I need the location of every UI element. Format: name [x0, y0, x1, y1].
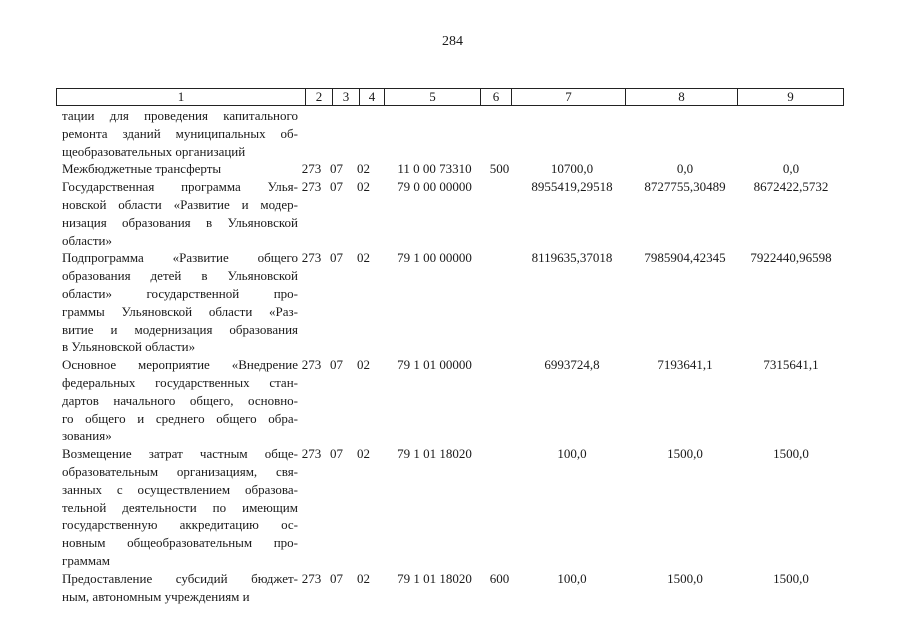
col-amount-3: 1500,0 [773, 446, 809, 462]
row-name-line: Предоставление субсидий бюджет- [62, 570, 298, 586]
row-name-line: Основное мероприятие «Внедрение [62, 357, 298, 373]
col-amount-1: 8955419,29518 [531, 179, 613, 195]
col-amount-3: 1500,0 [773, 570, 809, 586]
col-admin-code [298, 107, 325, 160]
table-row [62, 160, 852, 178]
col-amount-1: 6993724,8 [544, 357, 600, 373]
col-expense-type [484, 249, 515, 356]
header-col-4: 4 [359, 89, 384, 105]
row-name-line: Государственная программа Улья- [62, 179, 298, 195]
col-target-article: 79 1 01 18020 [397, 446, 472, 462]
col-expense-type [484, 356, 515, 445]
col-amount-3: 7922440,96598 [750, 250, 832, 266]
col-subsection: 02 [357, 570, 370, 586]
col-subsection: 02 [357, 161, 370, 177]
col-section: 07 [330, 179, 343, 195]
col-section: 07 [330, 570, 343, 586]
col-section: 07 [330, 250, 343, 266]
col-expense-type: 600 [489, 570, 510, 586]
table-row [62, 249, 852, 356]
col-amount-2: 0,0 [676, 161, 694, 177]
row-name-line: образовательным организациям, свя- [62, 463, 298, 479]
row-name-line: Подпрограмма «Развитие общего [62, 250, 298, 266]
header-col-8: 8 [625, 89, 737, 105]
col-expense-type [484, 445, 515, 570]
col-amount-2: 1500,0 [667, 570, 703, 586]
table-row [62, 356, 852, 445]
row-name-line: федеральных государственных стан- [62, 374, 298, 390]
row-name-line: государственную аккредитацию ос- [62, 517, 298, 533]
col-amount-3: 7315641,1 [763, 357, 819, 373]
col-target-article: 11 0 00 73310 [397, 161, 472, 177]
row-name [62, 356, 298, 445]
col-subsection: 02 [357, 446, 370, 462]
header-col-1: 1 [177, 89, 185, 104]
row-name-line: витие и модернизация образования [62, 321, 298, 337]
row-name-line: новным общеобразовательным про- [62, 535, 298, 551]
header-col-9: 9 [737, 89, 843, 105]
row-name-line: дартов начального общего, основно- [62, 392, 298, 408]
table-row [62, 570, 852, 606]
col-amount-3: 0,0 [782, 161, 800, 177]
col-target-article: 79 1 01 00000 [397, 357, 472, 373]
row-name-line: граммы Ульяновской области «Раз- [62, 303, 298, 319]
col-expense-type: 500 [489, 161, 510, 177]
col-amount-1: 100,0 [557, 446, 587, 462]
row-name-line: новской области «Развитие и модер- [62, 196, 298, 212]
row-name [62, 570, 298, 606]
row-name-line: зования» [62, 428, 112, 444]
col-subsection: 02 [357, 357, 370, 373]
header-col-2: 2 [305, 89, 332, 105]
col-target-article [385, 107, 484, 160]
col-amount-2 [629, 107, 741, 160]
row-name-line: Возмещение затрат частным обще- [62, 446, 298, 462]
col-section [330, 107, 357, 160]
row-name-line: ным, автономным учреждениям и [62, 588, 250, 604]
row-name-line: занных с осуществлением образова- [62, 481, 298, 497]
row-name-line: образования детей в Ульяновской [62, 268, 298, 284]
col-target-article: 79 0 00 00000 [397, 179, 472, 195]
col-section: 07 [330, 161, 343, 177]
row-name [62, 107, 298, 160]
col-admin-code: 273 [301, 446, 322, 462]
col-expense-type [484, 178, 515, 249]
row-name [62, 249, 298, 356]
header-col-5: 5 [384, 89, 480, 105]
row-name-line: го общего и среднего общего обра- [62, 410, 298, 426]
col-amount-2: 7985904,42345 [644, 250, 726, 266]
col-amount-2: 7193641,1 [657, 357, 713, 373]
col-amount-2: 8727755,30489 [644, 179, 726, 195]
col-target-article: 79 1 01 18020 [397, 570, 472, 586]
table-row [62, 445, 852, 570]
row-name-line: тельной деятельности по имеющим [62, 499, 298, 515]
row-name-line: в Ульяновской области» [62, 339, 196, 355]
col-admin-code: 273 [301, 161, 322, 177]
table-row [62, 107, 852, 160]
row-name-line: низация образования в Ульяновской [62, 214, 298, 230]
table-header-row [56, 88, 844, 106]
header-col-6: 6 [480, 89, 511, 105]
col-amount-1: 8119635,37018 [531, 250, 613, 266]
row-name-line: граммам [62, 552, 110, 568]
row-name [62, 160, 298, 178]
row-name-line: ремонта зданий муниципальных об- [62, 125, 298, 141]
col-admin-code: 273 [301, 250, 322, 266]
col-subsection [357, 107, 385, 160]
table-body [62, 107, 852, 605]
col-expense-type [484, 107, 515, 160]
row-name [62, 445, 298, 570]
page-number: 284 [442, 34, 463, 49]
col-target-article: 79 1 00 00000 [397, 250, 472, 266]
col-amount-1: 100,0 [557, 570, 587, 586]
table-row [62, 178, 852, 249]
col-admin-code: 273 [301, 357, 322, 373]
col-amount-1: 10700,0 [550, 161, 594, 177]
col-amount-2: 1500,0 [667, 446, 703, 462]
col-amount-1 [515, 107, 629, 160]
col-section: 07 [330, 446, 343, 462]
header-col-3: 3 [332, 89, 359, 105]
col-section: 07 [330, 357, 343, 373]
col-amount-3: 8672422,5732 [753, 179, 829, 195]
col-admin-code: 273 [301, 179, 322, 195]
row-name-line: щеобразовательных организаций [62, 143, 246, 159]
col-subsection: 02 [357, 179, 370, 195]
row-name-line: тации для проведения капитального [62, 108, 298, 123]
col-subsection: 02 [357, 250, 370, 266]
row-name-line: Межбюджетные трансферты [62, 161, 222, 177]
header-col-7: 7 [511, 89, 625, 105]
row-name-line: области» [62, 232, 112, 248]
col-admin-code: 273 [301, 570, 322, 586]
row-name [62, 178, 298, 249]
row-name-line: области» государственной про- [62, 285, 298, 301]
col-amount-3 [741, 107, 841, 160]
